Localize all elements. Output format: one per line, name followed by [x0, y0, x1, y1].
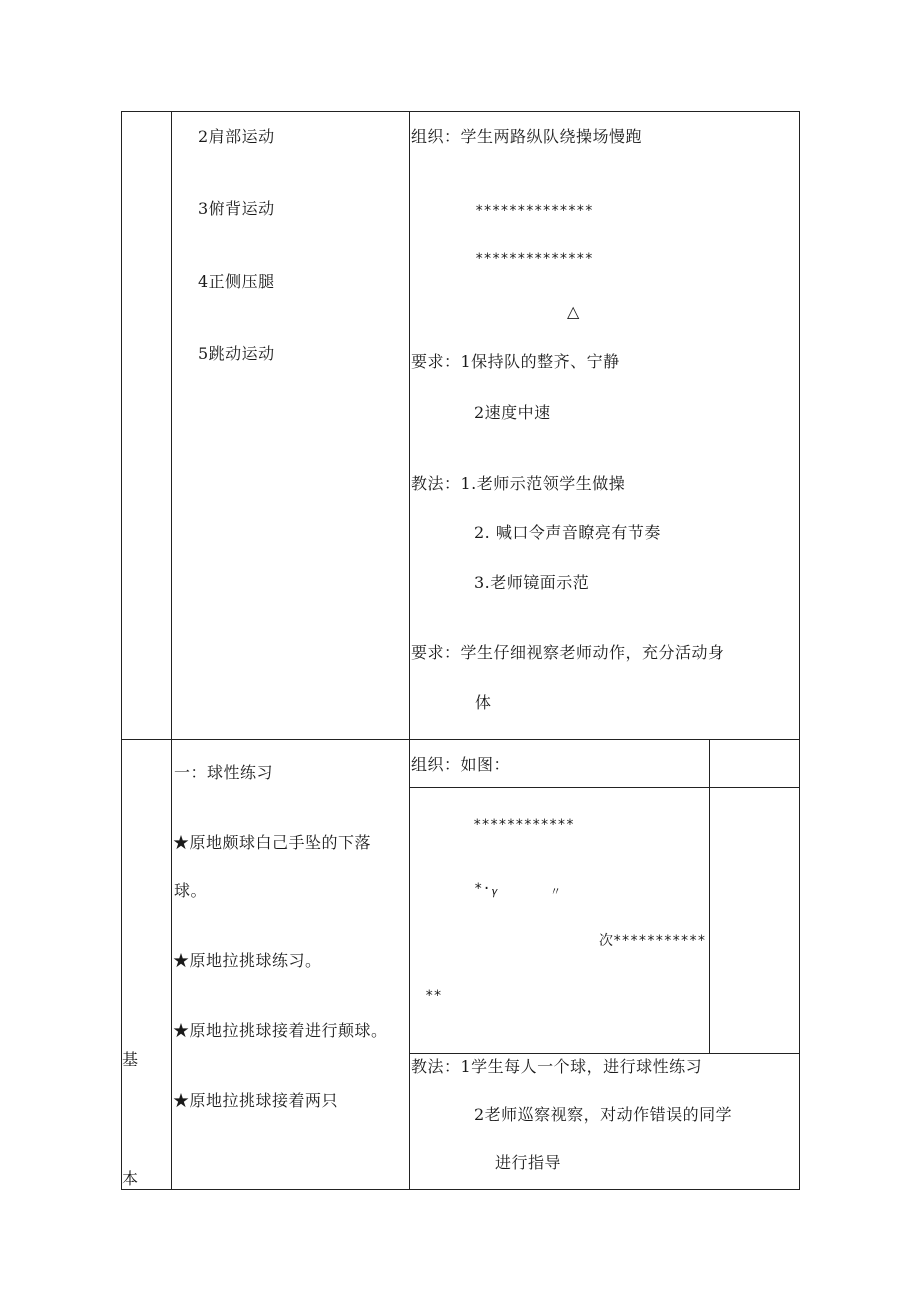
teaching-method-text: 教法：1.老师示范领学生做操 — [411, 474, 626, 493]
formation-row: ************** — [475, 203, 594, 219]
left-item: 4正侧压腿 — [198, 272, 275, 291]
diagram-mark: 𝛾 — [492, 885, 499, 898]
teacher-marker: △ — [567, 302, 580, 321]
left-item: 3俯背运动 — [198, 199, 275, 218]
table-bottom-border — [121, 1189, 800, 1190]
teaching-method-text: 教法：1学生每人一个球，进行球性练习 — [411, 1057, 703, 1076]
requirement-text: 要求：1保持队的整齐、宁静 — [411, 352, 620, 371]
diagram-row: 次*********** — [599, 933, 706, 949]
stage-label: 本 — [122, 1169, 139, 1188]
organization-text: 组织：如图： — [411, 755, 511, 774]
formation-row: ************** — [475, 251, 594, 267]
row-divider — [121, 739, 800, 740]
requirement-text: 体 — [475, 693, 492, 712]
practice-item: ★原地拉挑球接着进行颠球。 — [173, 1021, 388, 1040]
section-title: 一：球性练习 — [174, 763, 274, 782]
practice-item: 球。 — [174, 881, 208, 900]
teaching-method-item: 进行指导 — [495, 1153, 562, 1172]
diagram-row: ** — [425, 988, 442, 1004]
table-top-border — [121, 111, 800, 112]
diagram-mark: 〃 — [550, 885, 562, 898]
column-divider-1 — [171, 111, 172, 1190]
diagram-cell-divider — [409, 1053, 800, 1054]
stage-label: 基 — [122, 1050, 139, 1069]
org-cell-divider — [409, 787, 800, 788]
left-item: 5跳动运动 — [198, 344, 275, 363]
practice-item: ★原地颇球白己手坠的下落 — [173, 833, 372, 852]
requirement-text: 要求：学生仔细视察老师动作，充分活动身 — [411, 643, 725, 662]
table-left-border — [121, 111, 122, 1190]
teaching-method-item: 2老师巡察视察，对动作错误的同学 — [474, 1105, 733, 1124]
left-item: 2肩部运动 — [198, 127, 275, 146]
requirement-item: 2速度中速 — [474, 403, 551, 422]
teaching-method-item: 3.老师镜面示范 — [474, 573, 590, 592]
diagram-row: ************ — [473, 817, 575, 833]
practice-item: ★原地拉挑球练习。 — [173, 951, 322, 970]
diagram-row: *· — [474, 881, 491, 897]
table-right-border — [799, 111, 800, 1190]
column-divider-2 — [409, 111, 410, 1190]
teaching-method-item: 2. 喊口令声音瞭亮有节奏 — [474, 523, 661, 542]
organization-text: 组织：学生两路纵队绕操场慢跑 — [411, 127, 643, 146]
side-column-divider — [709, 739, 710, 1054]
practice-item: ★原地拉挑球接着两只 — [173, 1091, 339, 1110]
